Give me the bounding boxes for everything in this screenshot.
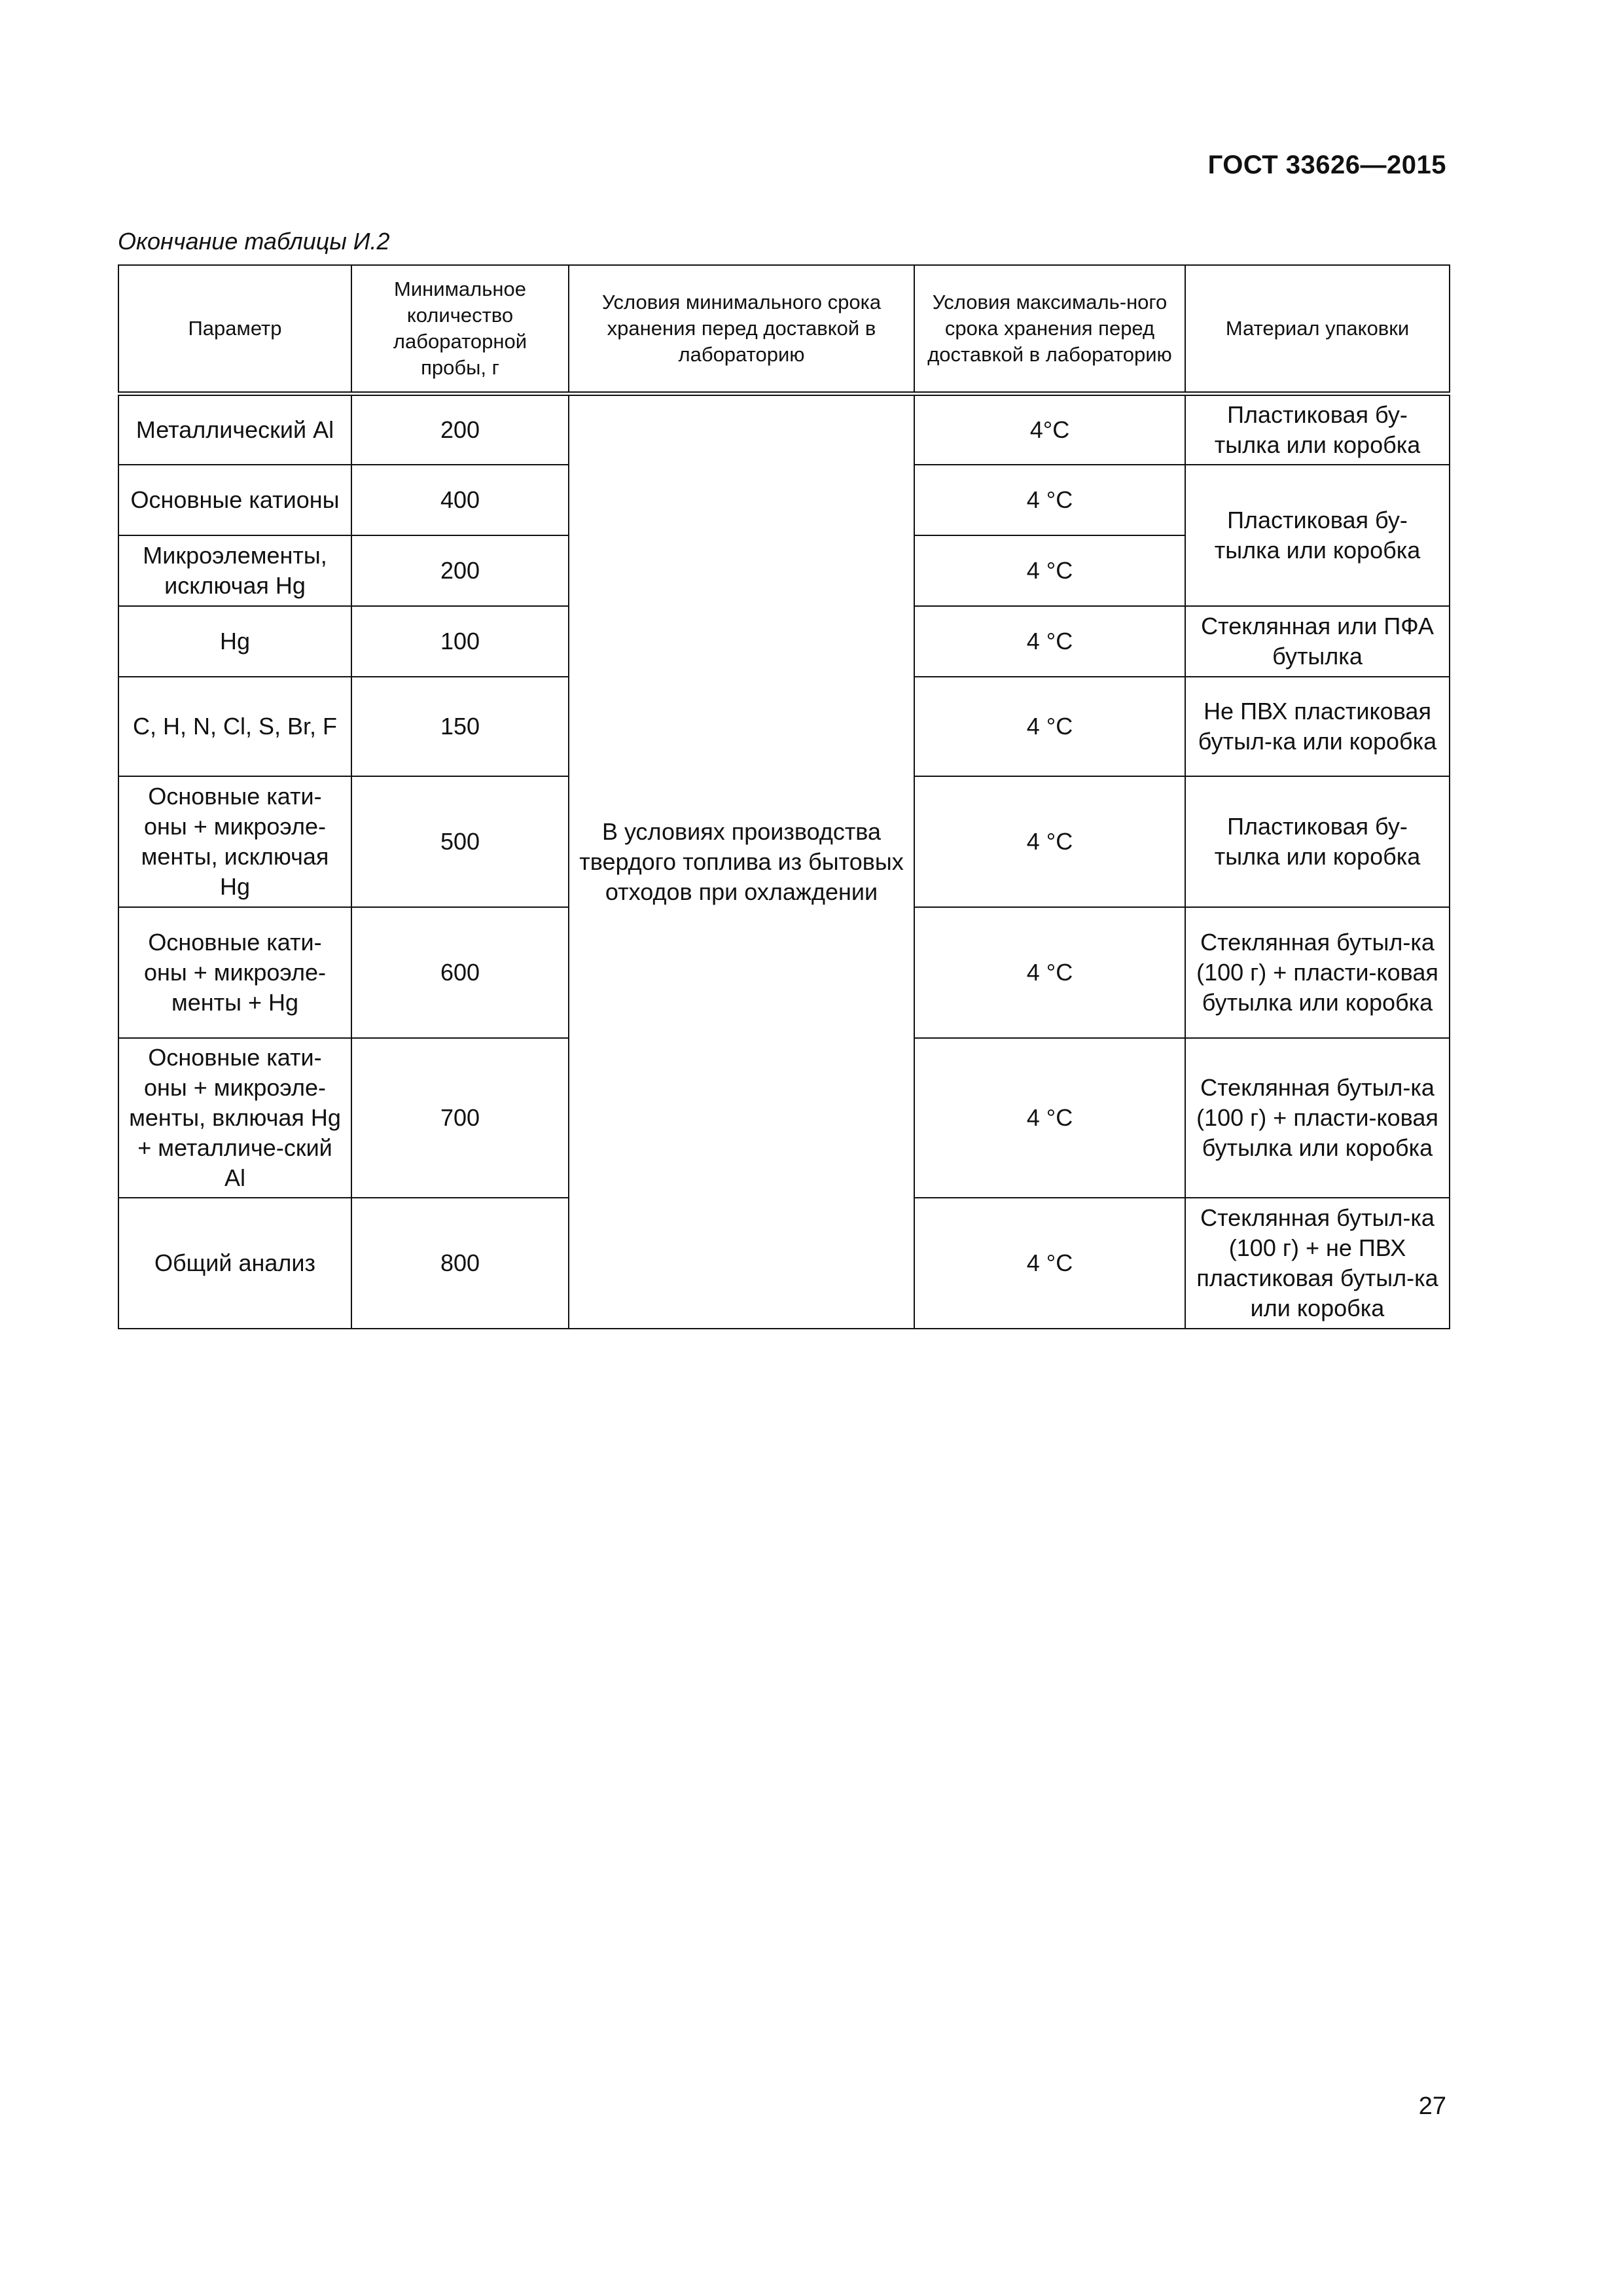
cell-min-storage-merged: В условиях производства твердого топлива из бытовых отходов при охлаждении — [569, 394, 914, 1329]
cell-max-storage: 4 °C — [914, 606, 1185, 677]
cell-max-storage: 4 °C — [914, 677, 1185, 776]
cell-parameter: Металлический Al — [118, 394, 351, 465]
cell-packaging: Не ПВХ пластиковая бутыл-ка или коробка — [1185, 677, 1450, 776]
cell-amount: 200 — [351, 535, 569, 606]
cell-packaging: Стеклянная или ПФА бутылка — [1185, 606, 1450, 677]
cell-max-storage: 4 °C — [914, 535, 1185, 606]
cell-max-storage: 4 °C — [914, 907, 1185, 1038]
cell-max-storage: 4°C — [914, 394, 1185, 465]
cell-max-storage: 4 °C — [914, 1038, 1185, 1198]
table-header-row — [118, 265, 1450, 394]
cell-packaging: Стеклянная бутыл-ка (100 г) + пласти-ковая бутылка или коробка — [1185, 1038, 1450, 1198]
cell-parameter: Микроэлементы, исключая Hg — [118, 535, 351, 606]
column-header-packaging: Материал упаковки — [1185, 265, 1450, 394]
cell-amount: 200 — [351, 394, 569, 465]
cell-packaging: Пластиковая бу-тылка или коробка — [1185, 776, 1450, 907]
cell-packaging: Пластиковая бу-тылка или коробка — [1185, 394, 1450, 465]
cell-amount: 600 — [351, 907, 569, 1038]
cell-parameter: Общий анализ — [118, 1198, 351, 1329]
column-header-min-storage: Условия минимального срока хранения перед доставкой в лабораторию — [569, 265, 914, 394]
cell-amount: 400 — [351, 465, 569, 535]
storage-conditions-table — [118, 264, 1450, 1329]
table-caption: Окончание таблицы И.2 — [118, 228, 390, 255]
cell-packaging-merged: Пластиковая бу-тылка или коробка — [1185, 465, 1450, 606]
cell-parameter: Hg — [118, 606, 351, 677]
column-header-max-storage: Условия максималь-ного срока хранения перед доставкой в лабораторию — [914, 265, 1185, 394]
table-row — [118, 394, 1450, 465]
cell-parameter: Основные кати-оны + микроэле-менты, включая Hg + металличе-ский Al — [118, 1038, 351, 1198]
cell-max-storage: 4 °C — [914, 465, 1185, 535]
cell-amount: 700 — [351, 1038, 569, 1198]
cell-amount: 100 — [351, 606, 569, 677]
cell-packaging: Стеклянная бутыл-ка (100 г) + не ПВХ пластиковая бутыл-ка или коробка — [1185, 1198, 1450, 1329]
cell-parameter: Основные кати-оны + микроэле-менты, исключая Hg — [118, 776, 351, 907]
column-header-parameter: Параметр — [118, 265, 351, 394]
cell-amount: 150 — [351, 677, 569, 776]
cell-max-storage: 4 °C — [914, 776, 1185, 907]
column-header-min-amount: Минимальное количество лабораторной пробы, г — [351, 265, 569, 394]
cell-parameter: C, H, N, Cl, S, Br, F — [118, 677, 351, 776]
cell-packaging: Стеклянная бутыл-ка (100 г) + пласти-ковая бутылка или коробка — [1185, 907, 1450, 1038]
page-number: 27 — [1418, 2092, 1446, 2120]
cell-amount: 500 — [351, 776, 569, 907]
document-code: ГОСТ 33626—2015 — [1207, 151, 1446, 179]
cell-parameter: Основные катионы — [118, 465, 351, 535]
cell-max-storage: 4 °C — [914, 1198, 1185, 1329]
cell-parameter: Основные кати-оны + микроэле-менты + Hg — [118, 907, 351, 1038]
cell-amount: 800 — [351, 1198, 569, 1329]
